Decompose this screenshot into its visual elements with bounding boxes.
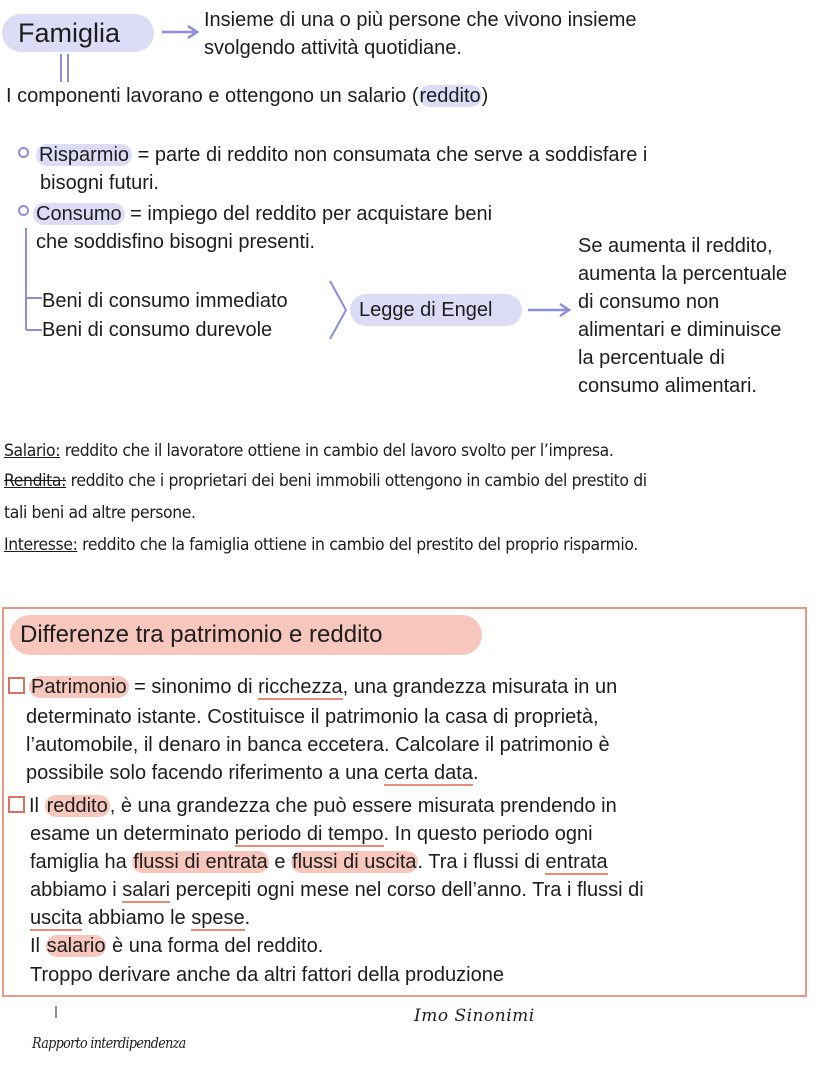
arrow-right-icon [160,24,202,40]
risparmio-text1: = parte di reddito non consumata che serve a soddisfare i [132,144,648,166]
patrimonio-line1 [8,673,617,701]
patrimonio-line4 [26,759,479,787]
arrow-right-icon [526,302,574,318]
periodo-underline: periodo di tempo [234,823,384,845]
hand-salario [4,436,613,466]
salario-term: Salario: [4,441,61,461]
reddito-l1b: , è una grandezza che può essere misurata prendendo in [109,795,617,817]
uscita-underline: uscita [30,907,83,929]
components-line [6,82,488,110]
engel-line2: aumenta la percentuale [578,263,788,285]
reddito-line2 [30,820,593,848]
reddito-l3e: . Tra i flussi di [417,851,546,873]
famiglia-definition-line2: svolgendo attività quotidiane. [204,37,462,59]
bullet-circle-icon [18,147,29,158]
flussi-entrata-highlight: flussi di entrata [133,851,268,873]
patrimonio-l4a: possibile solo facendo riferimento a una [26,762,384,784]
consumo-term: Consumo [33,203,125,225]
famiglia-title: Famiglia [18,18,121,48]
reddito-l2a: esame un determinato [30,823,235,845]
checkbox-icon [8,796,25,813]
entrata-underline: entrata [545,851,608,873]
hand-rendita2: tali beni ad altre persone. [4,503,196,523]
reddito-l4c: percepiti ogni mese nel corso dell’anno. Tra i flussi di [170,879,644,901]
risparmio-line2: bisogni futuri. [40,172,159,194]
beni-immediato: Beni di consumo immediato [42,290,288,312]
patrimonio-line2: determinato istante. Costituisce il patrimonio la casa di proprietà, [26,706,599,728]
reddito-term: reddito [46,795,108,817]
engel-line3: di consumo non [578,291,720,313]
reddito-l5d: . [244,907,251,929]
double-line-connector [58,54,72,84]
engel-line4: alimentari e diminuisce [578,319,782,341]
reddito-l3a: famiglia ha [30,851,133,873]
certa-data-underline: certa data [384,762,473,784]
patrimonio-term: Patrimonio [31,676,127,698]
reddito-l3c: e [268,851,292,873]
patrimonio-line3: l’automobile, il denaro in banca eccetera. Calcolare il patrimonio è [26,734,610,756]
scribble-right: Imo Sinonimi [414,1006,535,1026]
reddito-line1 [8,792,617,820]
salari-underline: salari [122,879,171,901]
scribble-left: Rapporto interdipendenza [32,1034,186,1052]
bullet-circle-icon [18,205,29,216]
risparmio-term: Risparmio [36,144,132,166]
engel-line6: consumo alimentari. [578,375,757,397]
consumo-line1 [33,200,492,228]
reddito-line3 [30,848,608,876]
interesse-term: Interesse: [4,535,78,555]
reddito-l1a: Il [29,795,45,817]
rendita-term: Rendita: [4,471,67,491]
chevron-right-icon [326,278,350,342]
flussi-uscita-highlight: flussi di uscita [292,851,417,873]
reddito-line4 [30,876,644,904]
beni-durevole: Beni di consumo durevole [42,319,273,341]
patrimonio-l4c: . [472,762,479,784]
salario-line [30,932,323,960]
consumo-text1: = impiego del reddito per acquistare beni [124,203,493,225]
hand-rendita [4,466,647,496]
reddito-l5b: abbiamo le [82,907,192,929]
reddito-line5 [30,904,250,932]
salario-l-a: Il [30,935,46,957]
reddito-l4a: abbiamo i [30,879,123,901]
ricchezza-underline: ricchezza [258,676,343,698]
hand-interesse [4,530,638,560]
tick-mark [52,1005,60,1021]
components-text: I componenti lavorano e ottengono un salario ( [6,85,419,107]
interesse-text: reddito che la famiglia ottiene in cambio del prestito del proprio risparmio. [77,535,638,555]
consumo-line2: che soddisfino bisogni presenti. [36,231,316,253]
engel-line5: la percentuale di [578,347,725,369]
spese-underline: spese [191,907,245,929]
reddito-l2c: . In questo periodo ogni [383,823,593,845]
salario-highlight: salario [46,935,106,957]
risparmio-line1 [36,141,647,169]
patrimonio-l1c: , una grandezza misurata in un [342,676,618,698]
patrimonio-l1a: = sinonimo di [128,676,259,698]
salario-l-c: è una forma del reddito. [106,935,324,957]
components-close: ) [481,85,489,107]
troppo-line: Troppo derivare anche da altri fattori della produzione [30,964,504,986]
reddito-highlight: reddito [419,85,481,107]
salario-text: reddito che il lavoratore ottiene in cambio del lavoro svolto per l’impresa. [60,441,614,461]
bracket-tree [20,228,44,338]
differenze-title: Differenze tra patrimonio e reddito [20,621,383,648]
legge-engel: Legge di Engel [359,299,493,321]
engel-line1: Se aumenta il reddito, [578,235,773,257]
checkbox-icon [8,677,25,694]
famiglia-definition-line1: Insieme di una o più persone che vivono insieme [204,9,637,31]
rendita-text: reddito che i proprietari dei beni immobili ottengono in cambio del prestito di [66,471,647,491]
